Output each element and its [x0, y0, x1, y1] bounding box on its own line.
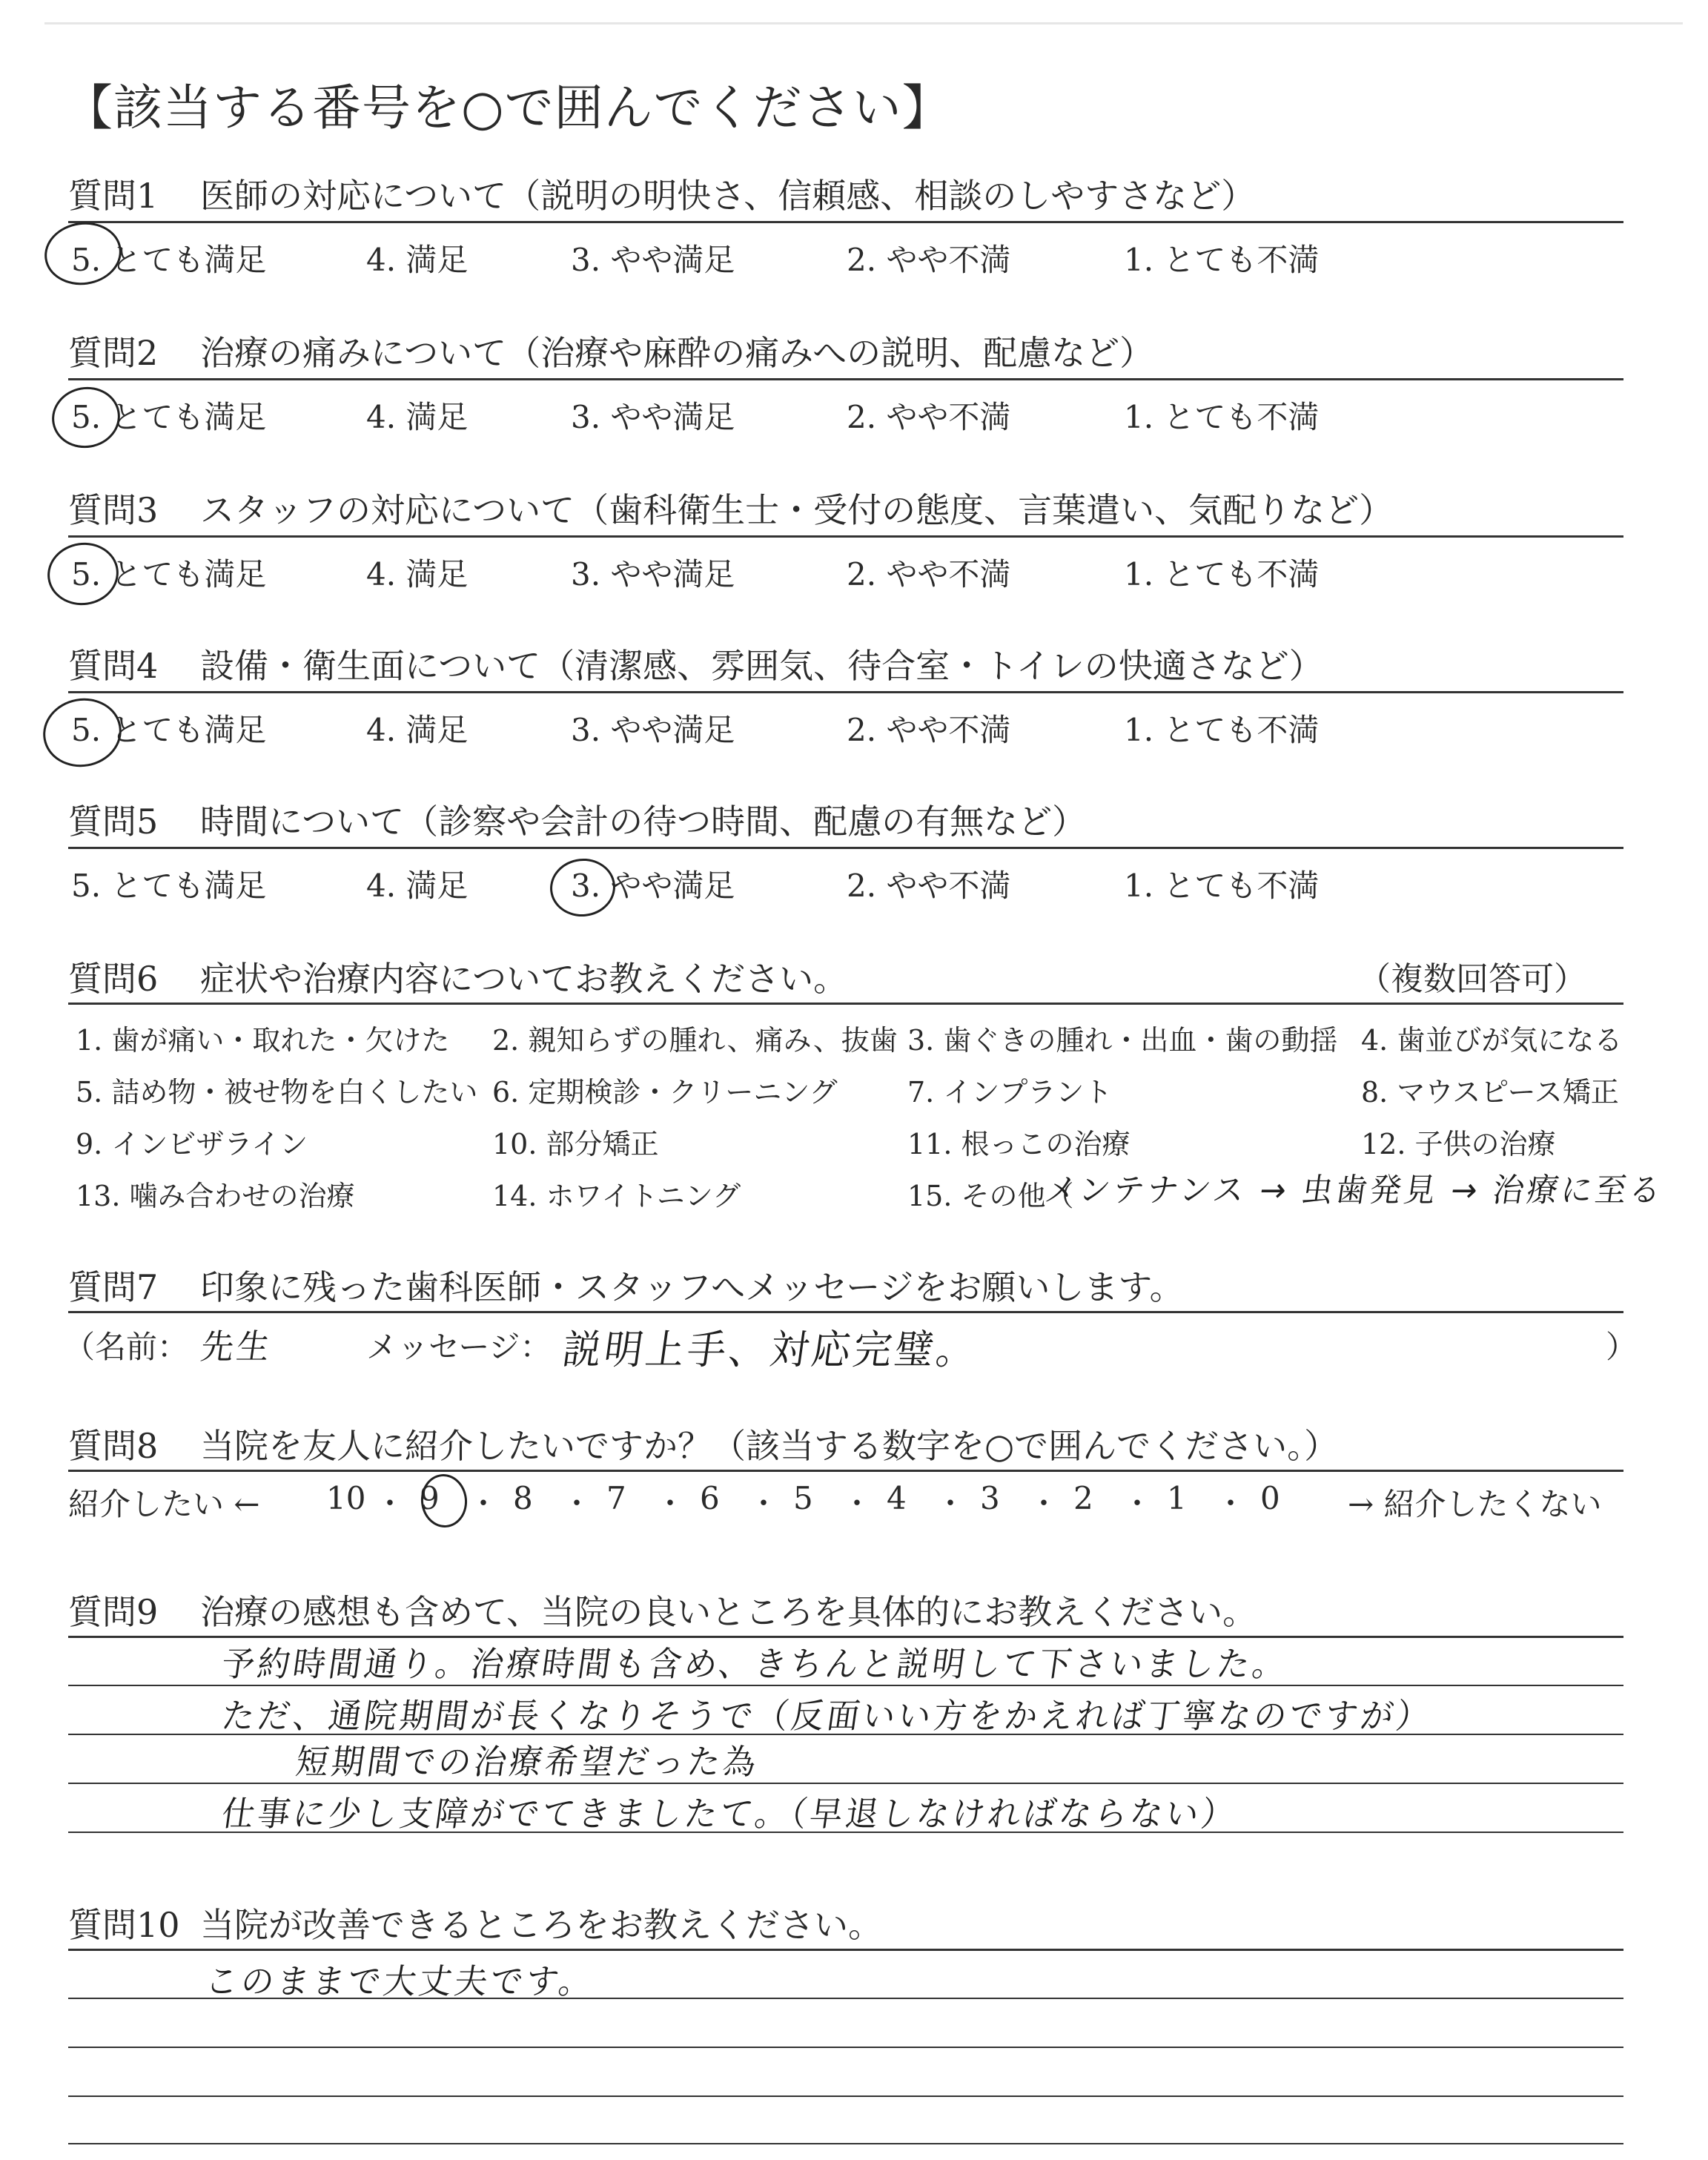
question-rule [68, 378, 1623, 380]
scale-separator: ・ [469, 1487, 498, 1521]
scale-value-4[interactable]: 4 [887, 1480, 907, 1516]
question-rule [68, 691, 1623, 693]
q5-option-1[interactable]: 1. とても不満 [1124, 868, 1320, 904]
q4-option-4[interactable]: 4. 満足 [366, 712, 469, 748]
scale-separator: ・ [1029, 1487, 1059, 1521]
question-text: 時間について（診察や会計の待つ時間、配慮の有無など） [200, 802, 1087, 842]
q1-option-2[interactable]: 2. やや不満 [847, 242, 1011, 278]
scale-value-2[interactable]: 2 [1073, 1480, 1093, 1516]
scale-separator: ・ [1216, 1487, 1245, 1521]
q5-option-2[interactable]: 2. やや不満 [847, 868, 1011, 904]
question-text: 症状や治療内容についてお教えください。 [200, 959, 848, 999]
q9-answer-line-4: 仕事に少し支障がでてきましたて。（早退しなければならない） [219, 1794, 1240, 1834]
scale-value-5[interactable]: 5 [793, 1480, 813, 1516]
page-title: 【該当する番号を○で囲んでください】 [64, 79, 952, 136]
question-number: 質問8 [68, 1426, 159, 1466]
question-number: 質問10 [68, 1905, 180, 1945]
scale-value-10[interactable]: 10 [326, 1480, 366, 1516]
q7-message-value: 説明上手、対応完璧。 [559, 1327, 982, 1374]
q2-option-4[interactable]: 4. 満足 [366, 399, 469, 435]
scale-value-6[interactable]: 6 [700, 1480, 720, 1516]
question-rule [68, 221, 1623, 223]
scale-value-9[interactable]: 9 [420, 1480, 440, 1516]
q4-option-2[interactable]: 2. やや不満 [847, 712, 1011, 748]
q6-item-15[interactable]: 15. その他（ [907, 1180, 1074, 1212]
scale-value-3[interactable]: 3 [980, 1480, 1000, 1516]
q4-option-1[interactable]: 1. とても不満 [1124, 712, 1320, 748]
question-4-heading [68, 639, 1323, 688]
q7-close-paren: ） [1606, 1329, 1638, 1365]
q3-option-2[interactable]: 2. やや不満 [847, 556, 1011, 592]
q6-item-14[interactable]: 14. ホワイトニング [492, 1180, 741, 1212]
question-5-heading [68, 795, 1086, 844]
q6-item-2[interactable]: 2. 親知らずの腫れ、痛み、抜歯 [492, 1024, 898, 1057]
question-rule [68, 847, 1623, 849]
q9-answer-line-2: ただ、通院期間が長くなりそうで（反面いい方をかえれば丁寧なのですが） [219, 1696, 1435, 1737]
q6-item-10[interactable]: 10. 部分矯正 [492, 1128, 659, 1160]
question-text: 治療の感想も含めて、当院の良いところを具体的にお教えください。 [200, 1592, 1257, 1632]
answer-rule [68, 2095, 1623, 2097]
question-10-heading [68, 1898, 882, 1947]
scale-separator: ・ [749, 1487, 778, 1521]
q2-option-1[interactable]: 1. とても不満 [1124, 399, 1320, 435]
q6-item-1[interactable]: 1. 歯が痛い・取れた・欠けた [76, 1024, 450, 1057]
q1-option-4[interactable]: 4. 満足 [366, 242, 469, 278]
q9-answer-line-3: 短期間での治療希望だった為 [293, 1742, 762, 1783]
q5-option-5[interactable]: 5. とても満足 [71, 868, 267, 904]
question-number: 質問4 [68, 646, 159, 686]
question-text: スタッフの対応について（歯科衛生士・受付の態度、言葉遣い、気配りなど） [200, 490, 1394, 530]
question-number: 質問5 [68, 802, 159, 842]
question-number: 質問3 [68, 490, 159, 530]
answer-rule [68, 2047, 1623, 2048]
q6-item-4[interactable]: 4. 歯並びが気になる [1361, 1024, 1623, 1057]
question-8-heading [68, 1419, 1338, 1468]
question-text: 当院が改善できるところをお教えください。 [200, 1905, 882, 1945]
q6-item-5[interactable]: 5. 詰め物・被せ物を白くしたい [76, 1076, 478, 1109]
question-rule [68, 535, 1623, 538]
q2-option-2[interactable]: 2. やや不満 [847, 399, 1011, 435]
q3-option-4[interactable]: 4. 満足 [366, 556, 469, 592]
scale-separator: ・ [562, 1487, 592, 1521]
question-3-heading [68, 483, 1393, 532]
q8-right-label: → 紹介したくない [1348, 1486, 1602, 1522]
question-text: 設備・衛生面について（清潔感、雰囲気、待合室・トイレの快適さなど） [200, 646, 1323, 686]
q6-item-11[interactable]: 11. 根っこの治療 [907, 1128, 1131, 1160]
q4-option-3[interactable]: 3. やや満足 [571, 712, 735, 748]
scale-value-8[interactable]: 8 [513, 1480, 533, 1516]
question-text: 当院を友人に紹介したいですか？（該当する数字を○で囲んでください。） [200, 1426, 1339, 1466]
q8-left-label: 紹介したい ← [68, 1486, 260, 1522]
q7-name-value: 先生 [198, 1327, 276, 1367]
q3-option-5[interactable]: 5. とても満足 [71, 556, 267, 592]
q9-answer-line-1: 予約時間通り。治療時間も含め、きちんと説明して下さいました。 [219, 1644, 1291, 1685]
question-text: 印象に残った歯科医師・スタッフへメッセージをお願いします。 [200, 1267, 1184, 1307]
scale-value-0[interactable]: 0 [1260, 1480, 1280, 1516]
q6-item-7[interactable]: 7. インプラント [907, 1076, 1113, 1109]
q6-other-handwritten: メンテナンス → 虫歯発見 → 治療に至る [1042, 1170, 1666, 1209]
q6-item-3[interactable]: 3. 歯ぐきの腫れ・出血・歯の動揺 [907, 1024, 1338, 1057]
q3-option-3[interactable]: 3. やや満足 [571, 556, 735, 592]
selection-circle [44, 538, 123, 610]
question-number: 質問1 [68, 176, 159, 216]
q6-item-9[interactable]: 9. インビザライン [76, 1128, 308, 1160]
q6-item-13[interactable]: 13. 噛み合わせの治療 [76, 1180, 355, 1212]
question-number: 質問7 [68, 1267, 159, 1307]
question-6-heading [68, 952, 847, 1001]
q6-item-12[interactable]: 12. 子供の治療 [1361, 1128, 1556, 1160]
q2-option-3[interactable]: 3. やや満足 [571, 399, 735, 435]
q7-name-label: （名前： [64, 1329, 189, 1365]
question-number: 質問2 [68, 333, 159, 373]
q10-answer: このままで大丈夫です。 [202, 1961, 598, 2002]
question-rule [68, 1949, 1623, 1951]
top-border [44, 22, 1683, 24]
selection-circle [38, 692, 127, 773]
question-1-heading [68, 169, 1255, 218]
scale-separator: ・ [936, 1487, 965, 1521]
scale-value-7[interactable]: 7 [606, 1480, 626, 1516]
scale-separator: ・ [375, 1487, 405, 1521]
q5-option-3[interactable]: 3. やや満足 [571, 868, 735, 904]
q2-option-5[interactable]: 5. とても満足 [71, 399, 267, 435]
q5-option-4[interactable]: 4. 満足 [366, 868, 469, 904]
q1-option-3[interactable]: 3. やや満足 [571, 242, 735, 278]
scale-separator: ・ [842, 1487, 872, 1521]
question-number: 質問9 [68, 1592, 159, 1632]
q6-item-6[interactable]: 6. 定期検診・クリーニング [492, 1076, 838, 1109]
question-number: 質問6 [68, 959, 159, 999]
answer-rule [68, 2143, 1623, 2144]
question-7-heading [68, 1261, 1184, 1309]
question-rule [68, 1311, 1623, 1313]
scale-separator: ・ [655, 1487, 685, 1521]
q7-message-label: メッセージ： [366, 1329, 552, 1365]
question-9-heading [68, 1585, 1257, 1634]
q3-option-1[interactable]: 1. とても不満 [1124, 556, 1320, 592]
q1-option-1[interactable]: 1. とても不満 [1124, 242, 1320, 278]
question-text: 治療の痛みについて（治療や麻酔の痛みへの説明、配慮など） [200, 333, 1154, 373]
scale-value-1[interactable]: 1 [1167, 1480, 1187, 1516]
question-rule [68, 1003, 1623, 1005]
multiple-answer-note: （複数回答可） [1358, 960, 1586, 998]
question-2-heading [68, 326, 1153, 375]
q1-option-5[interactable]: 5. とても満足 [71, 242, 267, 278]
question-rule [68, 1470, 1623, 1472]
scale-separator: ・ [1122, 1487, 1152, 1521]
q6-item-8[interactable]: 8. マウスピース矯正 [1361, 1076, 1619, 1109]
q4-option-5[interactable]: 5. とても満足 [71, 712, 267, 748]
question-text: 医師の対応について（説明の明快さ、信頼感、相談のしやすさなど） [200, 176, 1256, 216]
